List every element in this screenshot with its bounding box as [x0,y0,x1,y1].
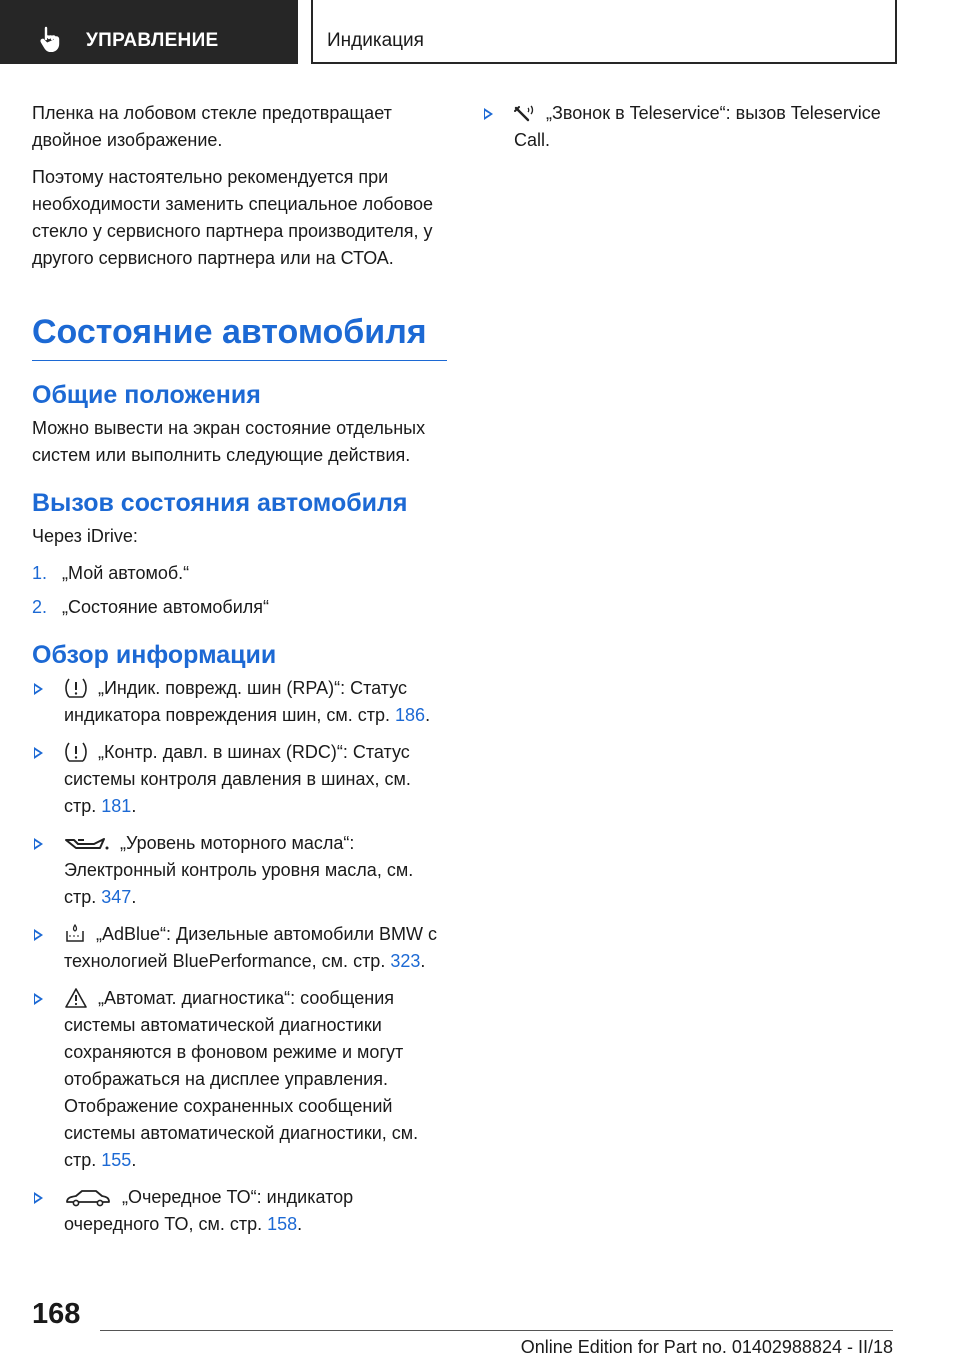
tire-pressure-warning-icon [64,741,88,763]
teleservice-wrench-icon [514,104,536,124]
steps-list [32,560,447,621]
list-item: „AdBlue“: Дизельные автомобили BMW с технологией BluePerformance, см. стр. 323. [32,921,447,975]
step-number: 1. [32,563,48,583]
adblue-icon [64,923,86,945]
overview-list [32,675,447,1238]
overview-heading: Обзор информации [32,641,277,669]
chapter-title: Индикация [327,30,424,51]
list-item: „Уровень моторного масла“: Электронный контроль уровня масла, см. стр. 347. [32,830,447,911]
step-text: „Состояние автомобиля“ [62,597,270,617]
list-item [482,100,902,154]
item-text: „Очередное ТО“: индикатор очередного ТО, см. стр. [64,1187,354,1234]
step-number: 2. [32,597,48,617]
page-link[interactable]: 186 [395,705,426,725]
bullet-arrow-icon [34,683,43,695]
call-heading: Вызов состояния автомобиля [32,489,408,517]
list-item: „Индик. поврежд. шин (RPA)“: Статус индикатора повреждения шин, см. стр. 186. [32,675,447,729]
tire-pressure-warning-icon [64,677,88,699]
left-column [32,100,447,1248]
section-tab [0,0,298,64]
page-link[interactable]: 158 [267,1214,298,1234]
list-item: „Очередное ТО“: индикатор очередного ТО, см. стр. 158. [32,1184,447,1238]
intro-paragraph: Поэтому настоятельно рекомендуется при необходимости заменить специальное лобовое стекло у сервисного партнера производителя, у другого сервисного партнера или на СТОА. [32,167,433,268]
car-service-icon [64,1188,112,1208]
page-link[interactable]: 155 [101,1150,132,1170]
item-text: „Звонок в Teleservice“: вызов Teleservice Call. [514,103,881,150]
bullet-arrow-icon [34,747,43,759]
chapter-box [311,0,897,64]
intro-paragraph: Пленка на лобовом стекле предотвращает двойное изображение. [32,103,392,150]
step-item [32,594,447,621]
bullet-arrow-icon [34,993,43,1005]
list-item: „Контр. давл. в шинах (RDC)“: Статус системы контроля давления в шинах, см. стр. 181. [32,739,447,820]
step-text: „Мой автомоб.“ [62,563,190,583]
page-number: 168 [32,1298,81,1330]
bullet-arrow-icon [34,929,43,941]
edition-footer: Online Edition for Part no. 01402988824 - II/18 [520,1337,893,1357]
call-via: Через iDrive: [32,526,138,546]
main-heading: Состояние автомобиля [32,312,447,361]
oil-can-icon [64,834,110,854]
bullet-arrow-icon [484,108,493,120]
bullet-arrow-icon [34,1192,43,1204]
warning-triangle-icon [64,987,88,1009]
page-link[interactable]: 181 [101,796,132,816]
item-text: „Автомат. диагностика“: сообщения системы автоматической диагностики сохраняются в фоновом режиме и могут отображаться на дисплее управления. Отображение сохраненных сообщений системы автоматической диагностики, см. стр. [64,988,419,1170]
step-item [32,560,447,587]
footer-divider [100,1330,893,1331]
general-text: Можно вывести на экран состояние отдельных систем или выполнить следующие действия. [32,418,426,465]
item-text: „Индик. поврежд. шин (RPA)“: Статус индикатора повреждения шин, см. стр. [64,678,407,725]
section-label: УПРАВЛЕНИЕ [86,30,219,51]
list-item: „Автомат. диагностика“: сообщения системы автоматической диагностики сохраняются в фоновом режиме и могут отображаться на дисплее управления. Отображение сохраненных сообщений системы автоматической диагностики, см. стр. 155. [32,985,447,1174]
item-text: „Контр. давл. в шинах (RDC)“: Статус системы контроля давления в шинах, см. стр. [64,742,411,816]
item-text: „Уровень моторного масла“: Электронный контроль уровня масла, см. стр. [64,833,414,907]
right-column [482,100,902,164]
item-text: „AdBlue“: Дизельные автомобили BMW с технологией BluePerformance, см. стр. [64,924,438,971]
overview-list-continued [482,100,902,154]
page-link[interactable]: 323 [390,951,421,971]
page-link[interactable]: 347 [101,887,132,907]
general-heading: Общие положения [32,381,261,409]
hand-pointer-icon [40,26,64,52]
bullet-arrow-icon [34,838,43,850]
